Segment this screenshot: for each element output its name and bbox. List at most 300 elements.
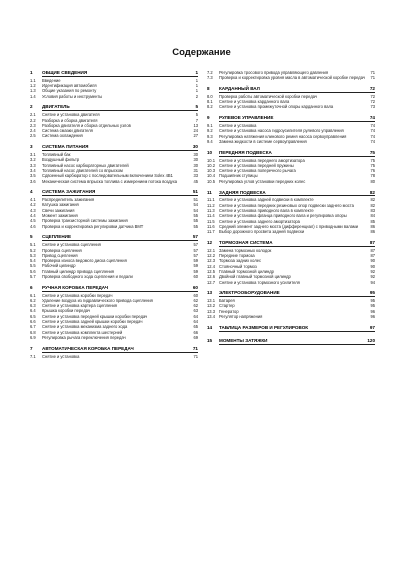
toc-entry-page: 82: [370, 197, 375, 203]
toc-entry[interactable]: [30, 354, 198, 359]
toc-entry-title: Снятие и установка задней подвески в комплекте: [219, 197, 314, 203]
toc-entry-page: 31: [193, 167, 198, 173]
toc-entry-page: 78: [370, 173, 375, 179]
toc-entry-number: 1: [30, 70, 33, 75]
toc-entry-page: 7: [195, 117, 198, 123]
toc-entry-page: 69: [193, 334, 198, 340]
toc-entry-title: Привод сцепления: [42, 252, 78, 258]
toc-entry-title: Регулировка углов установки передних колес: [219, 178, 306, 184]
toc-entry-number: 3.1: [30, 152, 36, 158]
toc-entry-page: 74: [370, 133, 375, 139]
toc-entry-page: 54: [193, 207, 198, 213]
toc-entry-title: Снятие и установка заднего амортизатора: [219, 218, 300, 224]
toc-entry-title: Разборка и сборка двигателя: [42, 117, 98, 123]
toc-entry-title: Топливный насос карбюраторных двигателей: [42, 162, 129, 168]
toc-entry-number: 3.3: [30, 162, 36, 168]
toc-entry-page: 62: [193, 303, 198, 309]
toc-entry-title: ОБЩИЕ СВЕДЕНИЯ: [42, 70, 88, 75]
toc-entry-page: 95: [369, 290, 375, 296]
toc-entry-number: 5.6: [30, 268, 36, 274]
toc-entry-number: 9: [207, 115, 210, 121]
toc-entry-page: 5: [195, 104, 198, 110]
toc-entry-title: Регулировка натяжения клинового ремня насоса сервоуправления: [219, 133, 347, 139]
toc-section-heading[interactable]: [207, 190, 375, 196]
toc-entry-page: 97: [369, 324, 375, 330]
toc-entry-number: 5: [30, 234, 33, 240]
toc-entry-page: 1: [195, 88, 198, 94]
section-rule: [42, 110, 198, 111]
toc-entry-page: 57: [193, 247, 198, 253]
toc-entry-title: Свечи зажигания: [42, 207, 75, 213]
toc-entry-number: 6.2: [30, 297, 36, 303]
toc-entry-title: Топливный бак: [42, 152, 71, 158]
toc-entry-page: 30: [193, 152, 198, 158]
section-rule: [219, 331, 375, 332]
toc-entry-page: 72: [370, 93, 375, 99]
toc-entry-page: 74: [370, 138, 375, 144]
toc-entry[interactable]: [30, 335, 198, 340]
toc-entry-title: СИСТЕМА ЗАЖИГАНИЯ: [42, 189, 96, 195]
toc-entry-title: Стояночный тормоз: [219, 263, 257, 269]
toc-entry-page: 74: [370, 128, 375, 134]
toc-entry-page: 90: [370, 258, 375, 264]
toc-entry-page: 75: [370, 157, 375, 163]
toc-entry-number: 4.4: [30, 213, 36, 219]
toc-entry-page: 83: [370, 207, 375, 213]
toc-entry-number: 11.3: [207, 207, 215, 213]
toc-entry-page: 87: [370, 247, 375, 253]
toc-entry-title: Снятие и установка фланца приводного вала и регулировка опоры: [219, 213, 347, 219]
toc-entry-title: АВТОМАТИЧЕСКАЯ КОРОБКА ПЕРЕДАЧ: [42, 345, 134, 351]
toc-entry-title: Крышка коробки передач: [42, 308, 91, 314]
toc-entry-title: Снятие и установка приводного вала в комплекте: [219, 207, 314, 213]
section-rule: [42, 150, 198, 151]
toc-entry-page: 60: [193, 292, 198, 298]
toc-entry-number: 11.4: [207, 213, 215, 219]
toc-entry-page: 27: [193, 133, 198, 139]
toc-entry-number: 9.3: [207, 133, 213, 139]
toc-entry-number: 5.5: [30, 263, 36, 269]
toc-entry-title: Снятие и установка передней пружины: [219, 162, 294, 168]
toc-entry-page: 55: [193, 213, 198, 219]
toc-entry-page: 96: [370, 313, 375, 319]
toc-entry-number: 14: [207, 324, 213, 330]
toc-entry-number: 5.3: [30, 252, 36, 258]
toc-entry-title: Передние тормоза: [219, 253, 255, 259]
toc-section-heading[interactable]: [207, 290, 375, 296]
toc-entry-number: 7.1: [30, 353, 36, 359]
toc-entry-page: 1: [195, 77, 198, 83]
toc-entry-number: 1.2: [30, 83, 36, 89]
toc-entry-number: 3.6: [30, 178, 36, 184]
toc-entry-number: 12.6: [207, 274, 215, 280]
toc-entry-number: 6.5: [30, 313, 36, 319]
toc-entry-title: Топливный насос двигателей со впрыском: [42, 167, 123, 173]
toc-section-heading[interactable]: [30, 234, 198, 240]
toc-entry-page: 60: [193, 274, 198, 279]
toc-entry-number: 4.1: [30, 197, 36, 203]
toc-entry-page: 5: [195, 112, 198, 118]
toc-entry-title: Воздушный фильтр: [42, 157, 80, 163]
toc-entry-title: Снятие и установка насоса гидроусилителя рулевого управления: [219, 128, 344, 134]
toc-entry-page: 82: [369, 189, 375, 195]
toc-entry-number: 11.7: [207, 229, 215, 235]
toc-entry-page: 71: [192, 345, 198, 351]
toc-entry-title: Проверка износа ведомого диска сцепления: [42, 258, 127, 264]
toc-entry-number: 13.4: [207, 313, 215, 319]
toc-entry-title: Снятие и установка передних резиновых опор подвески заднего моста: [219, 202, 354, 208]
toc-entry-title: Проверка и корректировка регулировки датчика BMT: [42, 223, 144, 229]
section-rule: [42, 291, 198, 292]
toc-entry-page: 71: [193, 353, 198, 359]
toc-entry-title: Регулятор напряжения: [219, 313, 263, 319]
toc-entry-title: Тормоза задних колес: [219, 258, 262, 264]
toc-entry-number: 1.3: [30, 88, 36, 94]
toc-section-heading[interactable]: [30, 70, 198, 76]
toc-entry-number: 6.4: [30, 308, 36, 314]
section-rule: [219, 195, 375, 196]
toc-entry-page: 87: [369, 239, 375, 245]
toc-entry-number: 3.2: [30, 157, 36, 163]
section-rule: [219, 92, 375, 93]
toc-entry[interactable]: [207, 229, 375, 234]
toc-entry-title: Снятие и установка комплекта шестерней: [42, 329, 123, 335]
toc-left-column: [30, 70, 198, 359]
toc-entry-title: Снятие и установка передней крышки коробки передач: [42, 313, 148, 319]
toc-entry-title: МОМЕНТЫ ЗАТЯЖКИ: [219, 338, 268, 344]
toc-section-heading[interactable]: [30, 346, 198, 352]
toc-entry-number: 7.3: [207, 75, 213, 81]
toc-entry-page: 59: [193, 258, 198, 264]
section-rule: [42, 352, 198, 353]
toc-entry-number: 15: [207, 338, 213, 344]
toc-entry-title: Проверка сцепления: [42, 247, 82, 253]
toc-section-heading[interactable]: [207, 150, 375, 156]
section-rule: [219, 156, 375, 157]
toc-entry-number: 6.3: [30, 303, 36, 309]
toc-entry-number: 4.6: [30, 223, 36, 229]
toc-entry-title: Сдвоенный карбюратор с последовательным включением Solex 4B1: [42, 173, 173, 179]
toc-entry-number: 6: [30, 284, 33, 290]
toc-entry-title: Стартер: [219, 303, 235, 309]
toc-entry-number: 8: [207, 86, 210, 92]
toc-entry-number: 12: [207, 239, 213, 245]
toc-entry-title: Введение: [42, 77, 61, 83]
toc-entry-page: 80: [370, 178, 375, 184]
toc-entry-number: 9.2: [207, 128, 213, 134]
toc-section-heading[interactable]: [30, 189, 198, 195]
toc-entry-page: 87: [370, 253, 375, 259]
section-rule: [219, 344, 375, 345]
toc-entry-number: 12.7: [207, 279, 215, 285]
toc-entry-number: 11.5: [207, 218, 215, 224]
toc-entry-page: 54: [193, 202, 198, 208]
toc-entry-title: Удаление воздуха из гидравлического привода сцепления: [42, 297, 153, 303]
toc-entry-page: 75: [370, 162, 375, 168]
toc-entry-title: Выбор дорожного просвета задней подвески: [219, 229, 305, 235]
toc-entry-page: 59: [193, 263, 198, 269]
toc-entry-title: Двойной главный тормозной цилиндр: [219, 274, 291, 280]
toc-entry-number: 9.1: [207, 123, 213, 129]
toc-entry-title: ТАБЛИЦА РАЗМЕРОВ И РЕГУЛИРОВОК: [219, 324, 309, 330]
toc-entry-page: 73: [370, 104, 375, 110]
toc-entry-number: 11.1: [207, 197, 215, 203]
toc-entry[interactable]: [207, 75, 375, 80]
toc-entry-page: 2: [195, 93, 198, 99]
toc-entry-title: Замена тормозных колодок: [219, 247, 272, 253]
toc-entry[interactable]: [207, 104, 375, 109]
toc-entry-number: 10.4: [207, 173, 215, 179]
toc-section-heading[interactable]: [207, 325, 375, 331]
toc-entry-number: 11.6: [207, 223, 215, 229]
toc-entry[interactable]: [207, 314, 375, 319]
toc-entry-title: Главный цилиндр привода сцепления: [42, 268, 114, 274]
toc-entry-title: ЗАДНЯЯ ПОДВЕСКА: [219, 189, 266, 195]
toc-entry-title: Генератор: [219, 308, 239, 314]
section-rule: [219, 246, 375, 247]
toc-entry-page: 86: [370, 229, 375, 235]
toc-entry-page: 57: [193, 252, 198, 258]
toc-entry-number: 10: [207, 149, 213, 155]
toc-entry-title: Батарея: [219, 298, 235, 304]
toc-entry-title: Регулировка рычага переключения передач: [42, 334, 126, 340]
toc-entry-page: 75: [369, 149, 375, 155]
toc-entry-title: Снятие и установка карданного вала: [219, 99, 290, 105]
toc-entry-title: Момент зажигания: [42, 213, 78, 219]
toc-entry-number: 6.7: [30, 324, 36, 330]
toc-entry-page: 84: [370, 213, 375, 219]
toc-section-heading[interactable]: [30, 285, 198, 291]
toc-entry-number: 5.4: [30, 258, 36, 264]
toc-entry-number: 5.7: [30, 274, 36, 279]
toc-entry-number: 6.6: [30, 319, 36, 325]
toc-entry-page: 86: [370, 223, 375, 229]
toc-entry-page: 90: [370, 263, 375, 269]
toc-entry-number: 4.2: [30, 202, 36, 208]
toc-entry-title: Проверка транзисторной системы зажигания: [42, 218, 128, 224]
toc-entry-title: Рабочий цилиндр: [42, 263, 76, 269]
toc-entry-number: 4: [30, 189, 33, 195]
toc-entry-page: 30: [192, 144, 198, 150]
toc-entry-page: 74: [370, 123, 375, 129]
toc-entry-title: Снятие и установка тормозного усилителя: [219, 279, 300, 285]
toc-entry-title: Механическая система впрыска топлива с измерением потока воздуха: [42, 178, 178, 184]
toc-entry-number: 1.4: [30, 93, 36, 99]
toc-entry-title: Регулировка тросового привода управляющего давления: [219, 70, 329, 75]
toc-entry-page: 95: [370, 298, 375, 304]
toc-entry-title: РУЛЕВОЕ УПРАВЛЕНИЕ: [219, 115, 274, 121]
toc-entry-page: 64: [193, 319, 198, 325]
toc-entry-page: 74: [369, 115, 375, 121]
toc-entry-page: 59: [193, 268, 198, 274]
toc-section-heading[interactable]: [207, 338, 375, 344]
toc-entry-number: 4.5: [30, 218, 36, 224]
toc-entry-number: 5.1: [30, 242, 36, 248]
toc-entry-number: 10.2: [207, 162, 215, 168]
section-rule: [219, 296, 375, 297]
toc-entry-page: 33: [193, 173, 198, 179]
toc-entry-title: Система охлаждения: [42, 133, 83, 139]
toc-entry-title: Проверка и корректировка уровня масла в автоматической коробке передач: [219, 75, 366, 81]
toc-right-column: [207, 70, 375, 346]
toc-entry-number: 2.5: [30, 133, 36, 139]
toc-entry-number: 10.3: [207, 168, 215, 174]
toc-entry-page: 94: [370, 279, 375, 285]
toc-section-heading[interactable]: [207, 115, 375, 121]
toc-entry-page: 51: [193, 197, 198, 203]
toc-entry[interactable]: [30, 179, 198, 184]
toc-entry-title: ТОРМОЗНАЯ СИСТЕМА: [219, 239, 273, 245]
toc-entry-number: 8.1: [207, 99, 213, 105]
toc-entry[interactable]: [30, 224, 198, 229]
toc-entry-number: 12.4: [207, 263, 215, 269]
toc-entry-title: СИСТЕМА ПИТАНИЯ: [42, 144, 89, 150]
toc-entry-page: 64: [193, 313, 198, 319]
toc-entry-number: 8.2: [207, 104, 213, 110]
toc-entry-number: 13.1: [207, 298, 215, 304]
toc-entry-title: ДВИГАТЕЛЬ: [42, 104, 70, 110]
toc-entry-number: 1.1: [30, 77, 36, 83]
toc-entry-title: Главный тормозной цилиндр: [219, 268, 274, 274]
toc-entry[interactable]: [30, 94, 198, 99]
toc-entry-title: ПЕРЕДНЯЯ ПОДВЕСКА: [219, 149, 272, 155]
toc-entry-page: 55: [193, 223, 198, 229]
toc-entry-page: 66: [193, 329, 198, 335]
toc-entry-title: Снятие и установка сцепления: [42, 242, 101, 248]
toc-entry-title: Система смазки двигателя: [42, 128, 93, 134]
toc-entry[interactable]: [207, 139, 375, 144]
toc-section-heading[interactable]: [30, 104, 198, 110]
toc-entry-title: Катушка зажигания: [42, 202, 79, 208]
section-rule: [42, 76, 198, 77]
toc-entry-title: Распределитель зажигания: [42, 197, 95, 203]
toc-entry-number: 6.1: [30, 292, 36, 298]
toc-entry-page: 71: [370, 70, 375, 75]
toc-entry-page: 71: [370, 75, 375, 81]
toc-entry-page: 1: [195, 70, 198, 75]
toc-entry-title: Снятие и установка поперечного рычага: [219, 168, 296, 174]
toc-entry-number: 3: [30, 144, 33, 150]
toc-entry-title: Проверка работы автоматической коробки передач: [219, 93, 318, 99]
toc-entry-page: 62: [193, 297, 198, 303]
toc-entry-title: Замена жидкости в системе сервоуправления: [219, 138, 307, 144]
toc-entry-page: 51: [192, 189, 198, 195]
toc-entry-number: 3.5: [30, 173, 36, 179]
toc-entry-number: 11.2: [207, 202, 215, 208]
toc-entry-title: Снятие и установка переднего амортизатора: [219, 157, 305, 163]
toc-entry-number: 4.3: [30, 207, 36, 213]
section-rule: [219, 121, 375, 122]
toc-entry-page: 13: [193, 122, 198, 128]
toc-entry-title: ЭЛЕКТРООБОРУДОВАНИЕ: [219, 290, 280, 296]
toc-entry-title: Снятие и установка: [42, 353, 80, 359]
toc-entry-title: Снятие и установка картера сцепления: [42, 303, 118, 309]
toc-entry-number: 2.2: [30, 117, 36, 123]
toc-entry-page: 1: [195, 83, 198, 89]
toc-entry-number: 12.1: [207, 247, 215, 253]
toc-entry-page: 45: [193, 178, 198, 184]
toc-entry-title: Разборка двигателя и сборка отдельных узлов: [42, 122, 131, 128]
toc-entry-title: Снятие и установка коробки передач: [42, 292, 113, 298]
toc-entry-number: 13.3: [207, 308, 215, 314]
toc-entry-number: 11: [207, 189, 212, 195]
toc-section-heading[interactable]: [207, 240, 375, 246]
toc-entry-number: 12.5: [207, 268, 215, 274]
toc-entry-page: 30: [193, 157, 198, 163]
toc-entry-page: 65: [193, 324, 198, 330]
toc-entry-page: 82: [370, 202, 375, 208]
toc-section-heading[interactable]: [207, 86, 375, 92]
toc-entry-page: 92: [370, 274, 375, 280]
toc-entry[interactable]: [30, 133, 198, 138]
toc-entry-number: 13: [207, 290, 213, 296]
toc-entry-title: Проверка свободного хода сцепления и педали: [42, 274, 133, 279]
toc-entry-title: Идентификация автомобиля: [42, 83, 97, 89]
toc-entry-number: 12.2: [207, 253, 215, 259]
toc-entry-title: Снятие и установка механизма заднего хода: [42, 324, 128, 330]
toc-entry-page: 96: [370, 308, 375, 314]
toc-entry-number: 2: [30, 104, 33, 110]
toc-entry-number: 7: [30, 345, 33, 351]
toc-entry-page: 57: [193, 242, 198, 248]
toc-entry[interactable]: [207, 280, 375, 285]
toc-entry[interactable]: [207, 179, 375, 184]
section-rule: [42, 240, 198, 241]
toc-entry-page: 120: [367, 338, 375, 344]
toc-entry-number: 5.2: [30, 247, 36, 253]
toc-entry-title: Снятие и установка: [219, 123, 257, 129]
toc-entry-number: 3.4: [30, 167, 36, 173]
toc-entry-number: 2.1: [30, 112, 36, 118]
toc-entry-title: Снятие и установка промежуточной опоры карданного вала: [219, 104, 334, 110]
toc-entry-number: 6.9: [30, 334, 36, 340]
toc-entry-page: 57: [192, 234, 198, 240]
toc-entry-number: 6.8: [30, 329, 36, 335]
toc-entry-page: 92: [370, 268, 375, 274]
toc-entry-number: 13.2: [207, 303, 215, 309]
toc-entry-number: 10.1: [207, 157, 215, 163]
toc-entry-number: 2.3: [30, 122, 36, 128]
toc-entry-page: 76: [370, 168, 375, 174]
toc-entry-page: 55: [193, 218, 198, 224]
toc-entry-page: 72: [369, 86, 375, 92]
toc-entry-number: 8.0: [207, 93, 213, 99]
toc-entry-page: 63: [193, 308, 198, 314]
toc-entry-page: 85: [370, 218, 375, 224]
toc-entry-page: 95: [370, 303, 375, 309]
toc-entry-title: Снятие и установка задней крышки коробки передач: [42, 319, 143, 325]
toc-entry-number: 2.4: [30, 128, 36, 134]
toc-entry-page: 72: [370, 99, 375, 105]
toc-entry-title: Общие указания по ремонту: [42, 88, 97, 94]
toc-entry-number: 12.3: [207, 258, 215, 264]
toc-entry-number: 7.2: [207, 70, 213, 75]
toc-entry-title: Подшипник ступицы: [219, 173, 258, 179]
toc-entry[interactable]: [30, 274, 198, 279]
page-title: Содержание: [172, 47, 231, 58]
toc-entry-title: Снятие и установка двигателя: [42, 112, 100, 118]
toc-entry-title: СЦЕПЛЕНИЕ: [42, 234, 72, 240]
toc-entry-title: РУЧНАЯ КОРОБКА ПЕРЕДАЧ: [42, 284, 108, 290]
toc-entry-number: 10.5: [207, 178, 215, 184]
toc-entry-page: 24: [193, 128, 198, 134]
toc-entry-title: Средний элемент заднего моста (дифференциал) с приводными валами: [219, 223, 359, 229]
toc-entry-title: Условия работы и инструменты: [42, 93, 103, 99]
toc-section-heading[interactable]: [30, 144, 198, 150]
section-rule: [42, 195, 198, 196]
toc-entry-title: КАРДАННЫЙ ВАЛ: [219, 86, 260, 92]
toc-entry-number: 9.4: [207, 138, 213, 144]
